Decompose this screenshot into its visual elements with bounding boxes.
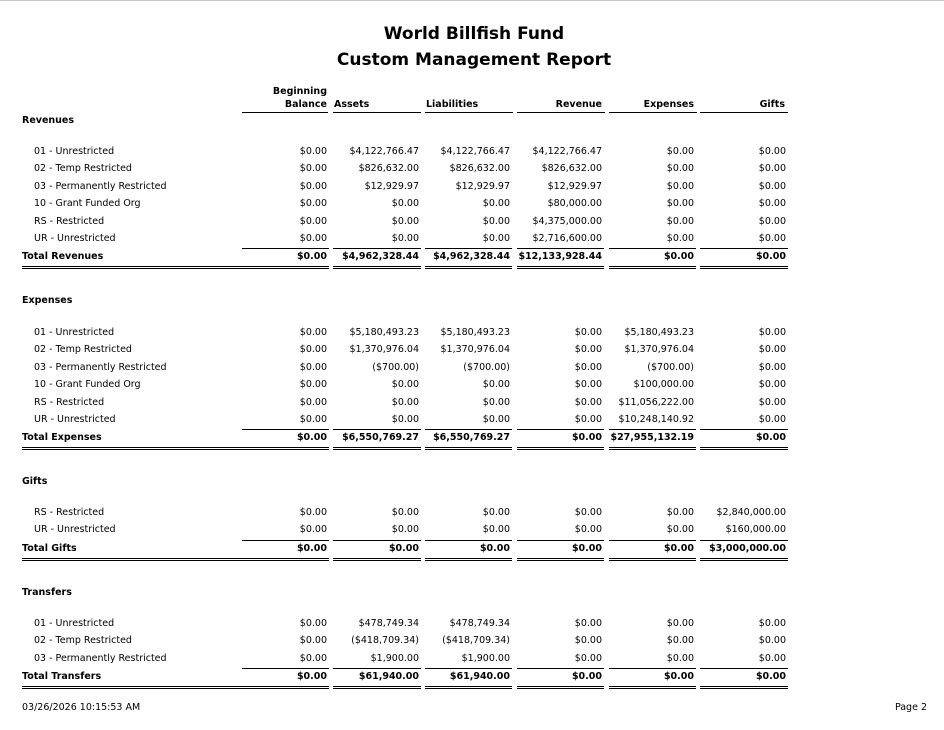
row-value: $0.00	[666, 635, 694, 646]
row-value: $100,000.00	[633, 379, 694, 390]
row-value: $0.00	[299, 198, 327, 209]
report-org-title: World Billfish Fund	[383, 24, 565, 44]
col-header-beginning-bottom: Balance	[284, 99, 327, 110]
total-double-rule	[700, 558, 788, 559]
subtotal-rule	[609, 429, 696, 430]
total-label: Total Transfers	[22, 671, 102, 682]
col-header-beginning-top: Beginning	[272, 86, 327, 97]
row-label: 02 - Temp Restricted	[34, 163, 132, 174]
subtotal-rule	[425, 540, 512, 541]
row-value: $0.00	[666, 216, 694, 227]
row-value: $826,632.00	[449, 163, 510, 174]
row-value: $0.00	[758, 618, 786, 629]
row-label: 03 - Permanently Restricted	[34, 181, 167, 192]
row-value: $478,749.34	[449, 618, 510, 629]
row-value: $80,000.00	[547, 198, 602, 209]
row-value: $0.00	[758, 653, 786, 664]
row-value: $0.00	[666, 163, 694, 174]
total-double-rule	[425, 266, 512, 267]
row-value: $0.00	[666, 507, 694, 518]
row-value: $0.00	[391, 198, 419, 209]
subtotal-rule	[517, 540, 604, 541]
row-value: $160,000.00	[725, 524, 786, 535]
row-value: $0.00	[299, 635, 327, 646]
hdr-underline-gifts	[700, 112, 788, 113]
table-row	[0, 343, 944, 357]
row-value: $2,716,600.00	[532, 233, 602, 244]
total-double-rule	[333, 268, 421, 269]
row-label: 03 - Permanently Restricted	[34, 653, 167, 664]
row-value: ($700.00)	[647, 362, 694, 373]
table-row	[0, 617, 944, 631]
row-value: $0.00	[482, 524, 510, 535]
col-header-expenses: Expenses	[643, 99, 694, 110]
total-double-rule	[22, 558, 242, 559]
row-value: $12,929.97	[455, 181, 510, 192]
page-top-border	[0, 0, 944, 1]
total-value: $12,133,928.44	[518, 251, 602, 262]
row-value: $0.00	[299, 524, 327, 535]
total-value: $27,955,132.19	[610, 432, 694, 443]
col-header-revenue: Revenue	[555, 99, 602, 110]
row-value: $5,180,493.23	[440, 327, 510, 338]
total-double-rule	[517, 266, 604, 267]
total-double-rule	[425, 686, 512, 687]
row-value: $0.00	[758, 362, 786, 373]
row-value: $4,122,766.47	[440, 146, 510, 157]
row-value: $0.00	[666, 233, 694, 244]
total-double-rule	[609, 449, 696, 450]
row-label: UR - Unrestricted	[34, 414, 116, 425]
subtotal-rule	[700, 248, 788, 249]
report-title: Custom Management Report	[336, 50, 612, 70]
subtotal-rule	[333, 540, 421, 541]
subtotal-rule	[609, 668, 696, 669]
subtotal-rule	[700, 668, 788, 669]
row-value: $0.00	[299, 327, 327, 338]
table-row	[0, 215, 944, 229]
row-label: 01 - Unrestricted	[34, 327, 115, 338]
total-double-rule	[517, 686, 604, 687]
row-value: $0.00	[391, 397, 419, 408]
row-value: $1,900.00	[461, 653, 510, 664]
row-value: $0.00	[299, 414, 327, 425]
total-double-rule	[609, 266, 696, 267]
col-header-assets: Assets	[334, 99, 370, 110]
section-label: Expenses	[22, 295, 73, 306]
total-double-rule	[242, 560, 329, 561]
total-double-rule	[333, 560, 421, 561]
total-double-rule	[517, 560, 604, 561]
total-double-rule	[609, 686, 696, 687]
total-value: $0.00	[388, 543, 419, 554]
row-value: ($418,709.34)	[351, 635, 419, 646]
total-value: $61,940.00	[449, 671, 510, 682]
total-double-rule	[517, 449, 604, 450]
total-double-rule	[425, 560, 512, 561]
table-row	[0, 197, 944, 211]
total-value: $61,940.00	[358, 671, 419, 682]
total-value: $0.00	[663, 251, 694, 262]
row-value: $0.00	[666, 181, 694, 192]
total-label: Total Gifts	[22, 543, 77, 554]
total-value: $0.00	[571, 543, 602, 554]
total-double-rule	[22, 266, 242, 267]
total-value: $0.00	[571, 671, 602, 682]
total-row	[0, 542, 944, 556]
row-value: $478,749.34	[358, 618, 419, 629]
row-value: $4,122,766.47	[349, 146, 419, 157]
row-value: $0.00	[299, 233, 327, 244]
row-value: $0.00	[482, 216, 510, 227]
total-row	[0, 670, 944, 684]
total-double-rule	[700, 449, 788, 450]
row-value: $0.00	[574, 635, 602, 646]
total-double-rule	[517, 558, 604, 559]
row-value: $826,632.00	[541, 163, 602, 174]
row-value: $0.00	[666, 653, 694, 664]
row-value: $0.00	[574, 618, 602, 629]
row-value: $0.00	[666, 524, 694, 535]
row-value: $0.00	[391, 524, 419, 535]
table-row	[0, 523, 944, 537]
total-double-rule	[22, 688, 242, 689]
total-value: $0.00	[755, 671, 786, 682]
row-value: $0.00	[391, 233, 419, 244]
row-value: $0.00	[758, 635, 786, 646]
table-row	[0, 162, 944, 176]
total-value: $0.00	[479, 543, 510, 554]
subtotal-rule	[609, 540, 696, 541]
row-value: $1,900.00	[370, 653, 419, 664]
row-value: $0.00	[482, 507, 510, 518]
row-value: $0.00	[299, 397, 327, 408]
total-double-rule	[242, 449, 329, 450]
row-label: RS - Restricted	[34, 216, 105, 227]
total-value: $4,962,328.44	[433, 251, 510, 262]
row-value: $0.00	[299, 146, 327, 157]
footer-page-number: Page 2	[894, 702, 927, 713]
row-value: $0.00	[758, 216, 786, 227]
total-double-rule	[425, 688, 512, 689]
row-value: $0.00	[482, 233, 510, 244]
total-double-rule	[517, 688, 604, 689]
total-value: $0.00	[571, 432, 602, 443]
row-value: $0.00	[758, 146, 786, 157]
subtotal-rule	[517, 429, 604, 430]
row-value: $1,370,976.04	[440, 344, 510, 355]
table-row	[0, 634, 944, 648]
row-value: $0.00	[299, 507, 327, 518]
hdr-underline-liabilities	[425, 112, 513, 113]
table-row	[0, 396, 944, 410]
total-double-rule	[242, 268, 329, 269]
total-double-rule	[333, 686, 421, 687]
total-double-rule	[425, 449, 512, 450]
subtotal-rule	[425, 248, 512, 249]
total-double-rule	[700, 686, 788, 687]
row-value: $0.00	[391, 216, 419, 227]
row-value: $0.00	[758, 198, 786, 209]
hdr-underline-expenses	[609, 112, 697, 113]
row-value: $0.00	[299, 362, 327, 373]
total-double-rule	[242, 688, 329, 689]
total-double-rule	[242, 558, 329, 559]
subtotal-rule	[242, 668, 329, 669]
total-double-rule	[242, 686, 329, 687]
total-double-rule	[700, 266, 788, 267]
subtotal-rule	[700, 540, 788, 541]
row-value: $11,056,222.00	[618, 397, 694, 408]
total-double-rule	[425, 447, 512, 448]
row-value: $1,370,976.04	[624, 344, 694, 355]
row-value: $0.00	[391, 414, 419, 425]
row-value: ($700.00)	[372, 362, 419, 373]
subtotal-rule	[700, 429, 788, 430]
subtotal-rule	[517, 668, 604, 669]
total-double-rule	[22, 449, 242, 450]
row-value: $0.00	[299, 344, 327, 355]
row-value: $0.00	[574, 327, 602, 338]
total-double-rule	[333, 266, 421, 267]
total-double-rule	[609, 560, 696, 561]
row-label: 03 - Permanently Restricted	[34, 362, 167, 373]
total-value: $6,550,769.27	[433, 432, 510, 443]
row-label: 10 - Grant Funded Org	[34, 198, 141, 209]
row-value: $12,929.97	[547, 181, 602, 192]
total-value: $0.00	[296, 543, 327, 554]
hdr-underline-assets	[333, 112, 421, 113]
hdr-underline-beginning	[242, 112, 328, 113]
row-value: $0.00	[758, 327, 786, 338]
row-value: $0.00	[758, 163, 786, 174]
total-double-rule	[700, 447, 788, 448]
row-value: $0.00	[299, 163, 327, 174]
row-value: ($418,709.34)	[442, 635, 510, 646]
row-value: $5,180,493.23	[349, 327, 419, 338]
total-row	[0, 431, 944, 445]
row-value: $10,248,140.92	[618, 414, 694, 425]
total-double-rule	[700, 268, 788, 269]
total-double-rule	[517, 268, 604, 269]
col-header-gifts: Gifts	[759, 99, 785, 110]
total-double-rule	[333, 558, 421, 559]
row-value: $0.00	[391, 507, 419, 518]
row-value: $0.00	[482, 198, 510, 209]
total-double-rule	[700, 688, 788, 689]
subtotal-rule	[333, 248, 421, 249]
row-value: $0.00	[299, 379, 327, 390]
table-row	[0, 326, 944, 340]
row-value: $2,840,000.00	[716, 507, 786, 518]
subtotal-rule	[425, 668, 512, 669]
total-double-rule	[425, 558, 512, 559]
row-value: $0.00	[574, 379, 602, 390]
footer-timestamp: 03/26/2026 10:15:53 AM	[22, 702, 141, 713]
row-value: $0.00	[574, 653, 602, 664]
row-value: $0.00	[299, 653, 327, 664]
table-row	[0, 413, 944, 427]
row-value: $826,632.00	[358, 163, 419, 174]
section-label: Transfers	[22, 587, 72, 598]
row-value: $0.00	[299, 216, 327, 227]
row-value: $4,122,766.47	[532, 146, 602, 157]
total-value: $0.00	[296, 251, 327, 262]
row-value: $0.00	[666, 618, 694, 629]
row-value: $5,180,493.23	[624, 327, 694, 338]
row-value: $0.00	[574, 524, 602, 535]
total-label: Total Expenses	[22, 432, 102, 443]
total-double-rule	[22, 560, 242, 561]
row-value: $0.00	[299, 181, 327, 192]
row-label: 10 - Grant Funded Org	[34, 379, 141, 390]
row-label: RS - Restricted	[34, 397, 105, 408]
total-double-rule	[242, 266, 329, 267]
total-double-rule	[609, 558, 696, 559]
section-label: Gifts	[22, 476, 48, 487]
row-value: $0.00	[482, 414, 510, 425]
hdr-underline-revenue	[517, 112, 605, 113]
row-value: $0.00	[758, 344, 786, 355]
total-value: $0.00	[296, 671, 327, 682]
row-value: $0.00	[666, 198, 694, 209]
col-header-beginning-balance	[260, 85, 327, 111]
row-value: $0.00	[574, 362, 602, 373]
row-value: $0.00	[758, 414, 786, 425]
total-double-rule	[22, 447, 242, 448]
table-row	[0, 378, 944, 392]
total-value: $0.00	[755, 432, 786, 443]
row-label: 01 - Unrestricted	[34, 146, 115, 157]
subtotal-rule	[242, 429, 329, 430]
total-double-rule	[700, 560, 788, 561]
row-label: RS - Restricted	[34, 507, 105, 518]
total-double-rule	[242, 447, 329, 448]
row-value: $0.00	[758, 181, 786, 192]
total-value: $0.00	[663, 671, 694, 682]
subtotal-rule	[242, 540, 329, 541]
row-value: $0.00	[482, 397, 510, 408]
total-double-rule	[609, 688, 696, 689]
subtotal-rule	[425, 429, 512, 430]
total-double-rule	[425, 268, 512, 269]
row-value: $0.00	[391, 379, 419, 390]
total-value: $0.00	[755, 251, 786, 262]
total-double-rule	[22, 268, 242, 269]
row-value: $0.00	[574, 344, 602, 355]
total-value: $0.00	[663, 543, 694, 554]
total-double-rule	[333, 688, 421, 689]
subtotal-rule	[242, 248, 329, 249]
total-label: Total Revenues	[22, 251, 104, 262]
col-header-liabilities: Liabilities	[426, 99, 479, 110]
subtotal-rule	[517, 248, 604, 249]
row-value: $0.00	[574, 507, 602, 518]
table-row	[0, 506, 944, 520]
row-value: $0.00	[758, 397, 786, 408]
row-value: $0.00	[482, 379, 510, 390]
row-value: $0.00	[758, 379, 786, 390]
subtotal-rule	[333, 668, 421, 669]
table-row	[0, 361, 944, 375]
row-value: $0.00	[758, 233, 786, 244]
section-label: Revenues	[22, 115, 75, 126]
total-double-rule	[609, 268, 696, 269]
subtotal-rule	[333, 429, 421, 430]
total-double-rule	[333, 449, 421, 450]
total-double-rule	[333, 447, 421, 448]
total-value: $4,962,328.44	[342, 251, 419, 262]
table-row	[0, 180, 944, 194]
subtotal-rule	[609, 248, 696, 249]
total-double-rule	[517, 447, 604, 448]
row-value: ($700.00)	[463, 362, 510, 373]
row-value: $4,375,000.00	[532, 216, 602, 227]
total-row	[0, 250, 944, 264]
row-label: 01 - Unrestricted	[34, 618, 115, 629]
row-label: UR - Unrestricted	[34, 233, 116, 244]
row-value: $1,370,976.04	[349, 344, 419, 355]
total-value: $6,550,769.27	[342, 432, 419, 443]
row-value: $0.00	[666, 146, 694, 157]
total-value: $0.00	[296, 432, 327, 443]
row-value: $0.00	[299, 618, 327, 629]
table-row	[0, 652, 944, 666]
row-label: UR - Unrestricted	[34, 524, 116, 535]
row-label: 02 - Temp Restricted	[34, 635, 132, 646]
row-label: 02 - Temp Restricted	[34, 344, 132, 355]
table-row	[0, 232, 944, 246]
table-row	[0, 145, 944, 159]
total-value: $3,000,000.00	[709, 543, 786, 554]
row-value: $0.00	[574, 414, 602, 425]
row-value: $12,929.97	[364, 181, 419, 192]
total-double-rule	[609, 447, 696, 448]
total-double-rule	[22, 686, 242, 687]
row-value: $0.00	[574, 397, 602, 408]
